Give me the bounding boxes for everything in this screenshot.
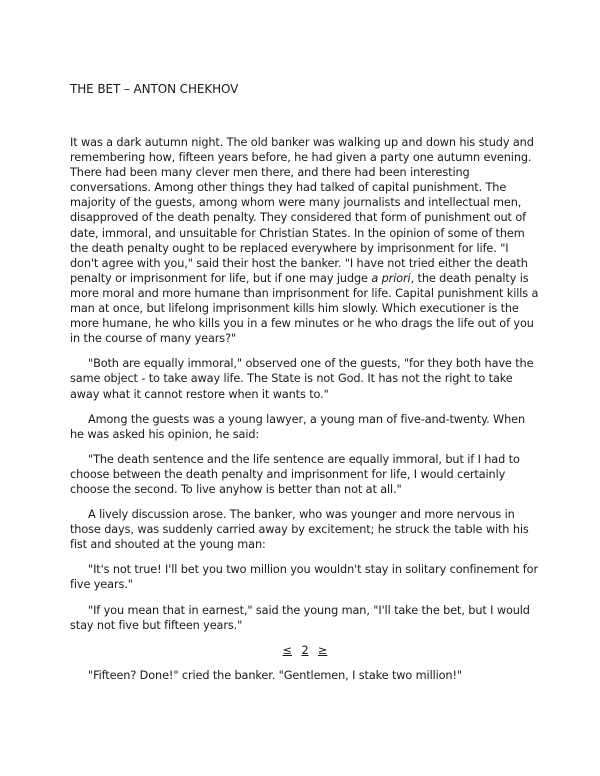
document-body <box>70 135 540 693</box>
paragraph-5: A lively discussion arose. The banker, who was younger and more nervous in those days, was suddenly carried away by excitement; he struck the table with his fist and shouted at the young man: <box>70 508 529 552</box>
previous-page-link[interactable]: ≤ <box>282 643 292 657</box>
paragraph-4: "The death sentence and the life sentence are equally immoral, but if I had to choose between the death penalty and imprisonment for life, I would certainly choose the second. To live anyhow is better than not at all." <box>70 452 520 496</box>
next-page-link[interactable]: ≥ <box>318 643 328 657</box>
paragraph-6: "It's not true! I'll bet you two million you wouldn't stay in solitary confinement for five years." <box>70 563 538 592</box>
paragraph-1 <box>70 135 540 346</box>
page-navigation <box>70 643 540 658</box>
paragraph-8: "Fifteen? Done!" cried the banker. "Gentlemen, I stake two million!" <box>88 668 462 682</box>
paragraph-1-italic: a priori <box>371 271 411 285</box>
paragraph-1-after: , the death penalty is more moral and more humane than imprisonment for life. Capital punishment kills a man at once, but lifelong imprisonment kills him slowly. Which executioner is the more humane, he who kills you in a few minutes or he who drags the life out of you in the course of many years?" <box>70 271 539 346</box>
paragraph-2: "Both are equally immoral," observed one of the guests, "for they both have the same object - to take away life. The State is not God. It has not the right to take away what it cannot restore when it wants to." <box>70 357 534 401</box>
document-title: THE BET – ANTON CHEKHOV <box>70 82 239 96</box>
paragraph-1-before: It was a dark autumn night. The old banker was walking up and down his study and remembering how, fifteen years before, he had given a party one autumn evening. There had been many clever men there, and there had been interesting conversations. Among other things they had talked of capital punishment. The majority of the guests, among whom were many journalists and intellectual men, disapproved of the death penalty. They considered that form of punishment out of date, immoral, and unsuitable for Christian States. In the opinion of some of them the death penalty ought to be replaced everywhere by imprisonment for life. "I don't agree with you," said their host the banker. "I have not tried either the death penalty or imprisonment for life, but if one may judge <box>70 136 534 285</box>
paragraph-3: Among the guests was a young lawyer, a young man of five-and-twenty. When he was asked his opinion, he said: <box>70 412 526 441</box>
current-page-link[interactable]: 2 <box>301 643 309 657</box>
paragraph-7: "If you mean that in earnest," said the young man, "I'll take the bet, but I would stay not five but fifteen years." <box>70 603 530 632</box>
